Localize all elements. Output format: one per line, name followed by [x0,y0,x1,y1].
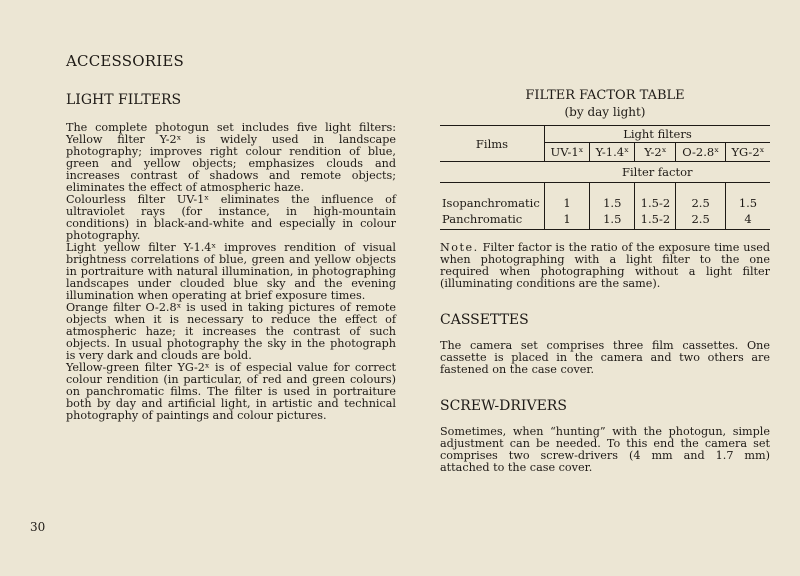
table-row [440,211,770,230]
table-cell: 1.5 [590,211,635,230]
table-title: FILTER FACTOR TABLE [525,88,685,103]
cassettes-heading: CASSETTES [440,312,529,328]
light-filters-header: Light filters [545,126,771,143]
paragraph-intro: The complete photogun set includes five light filters: Yellow filter Y-2ˣ is widely used in landscape photography; improves right colour rendition of blue, green and yellow objects; emphasizes clouds and increases contrast of shadows and remote objects; eliminates the effect of atmospheric haze. [66,121,396,194]
screwdrivers-text: Sometimes, when “hunting” with the photogun, simple adjustment can be needed. To this end the camera set comprises two screw-drivers (4 mm and 1.7 mm) attached to the case cover. [440,425,770,474]
note-label: Note. [440,241,479,254]
table-cell: 1 [545,211,590,230]
column-header: Y-2ˣ [635,143,676,162]
table-subtitle: (by day light) [564,105,646,119]
column-header: YG-2ˣ [725,143,770,162]
table-cell: 4 [725,211,770,230]
paragraph-uv: Colourless filter UV-1ˣ eliminates the influence of ultraviolet rays (for instance, in high-mountain conditions) in black-and-white and especially in colour photography. [66,193,396,242]
table-cell: 1.5-2 [635,211,676,230]
table-row [440,183,770,212]
table-cell: 1 [545,183,590,212]
row-film-name: Isopanchromatic [440,183,545,212]
table-cell: 2.5 [676,183,726,212]
note-text: Filter factor is the ratio of the exposure time used when photographing with a light filter to the one required when photographing without a light filter (illuminating conditions are the same). [440,241,771,290]
paragraph-yellow-green: Yellow-green filter YG-2ˣ is of especial value for correct colour rendition (in particular, of red and green colours) on panchromatic films. The filter is used in portraiture both by day and artificial light, in artistic and technical photography of paintings and colour pictures. [66,361,396,422]
paragraph-orange: Orange filter O-2.8ˣ is used in taking pictures of remote objects when it is necessary to reduce the effect of atmospheric haze; it increases the contrast of such objects. In usual photography the sky in the photograph is very dark and clouds are bold. [66,301,396,362]
table-cell: 1.5 [590,183,635,212]
light-filters-heading: LIGHT FILTERS [66,92,182,108]
table-note [440,242,770,290]
column-header: UV-1ˣ [545,143,590,162]
filter-factor-table [440,125,770,230]
screwdrivers-heading: SCREW-DRIVERS [440,398,567,414]
column-header: Y-1.4ˣ [590,143,635,162]
table-cell: 1.5 [738,196,758,210]
films-header: Films [440,126,545,162]
paragraph-light-yellow: Light yellow filter Y-1.4ˣ improves rendition of visual brightness correlations of blue, green and yellow objects in portraiture with natural illumination, in photographing landscapes under clouded blue sky and the evening illumination when operating at brief exposure times. [66,241,396,302]
table-header-row [440,126,770,143]
section-title: ACCESSORIES [66,52,184,70]
cassettes-text: The camera set comprises three film cassettes. One cassette is placed in the camera and two others are fastened on the case cover. [440,339,770,376]
filter-factor-header: Filter factor [545,162,771,183]
column-header: O-2.8ˣ [676,143,726,162]
table-cell: 1.5-2 [635,183,676,212]
page-number: 30 [30,520,46,534]
table-cell: 2.5 [676,211,726,230]
left-column [66,52,396,422]
row-film-name: Panchromatic [440,211,545,230]
filter-factor-row [440,162,770,183]
right-column [440,88,770,474]
